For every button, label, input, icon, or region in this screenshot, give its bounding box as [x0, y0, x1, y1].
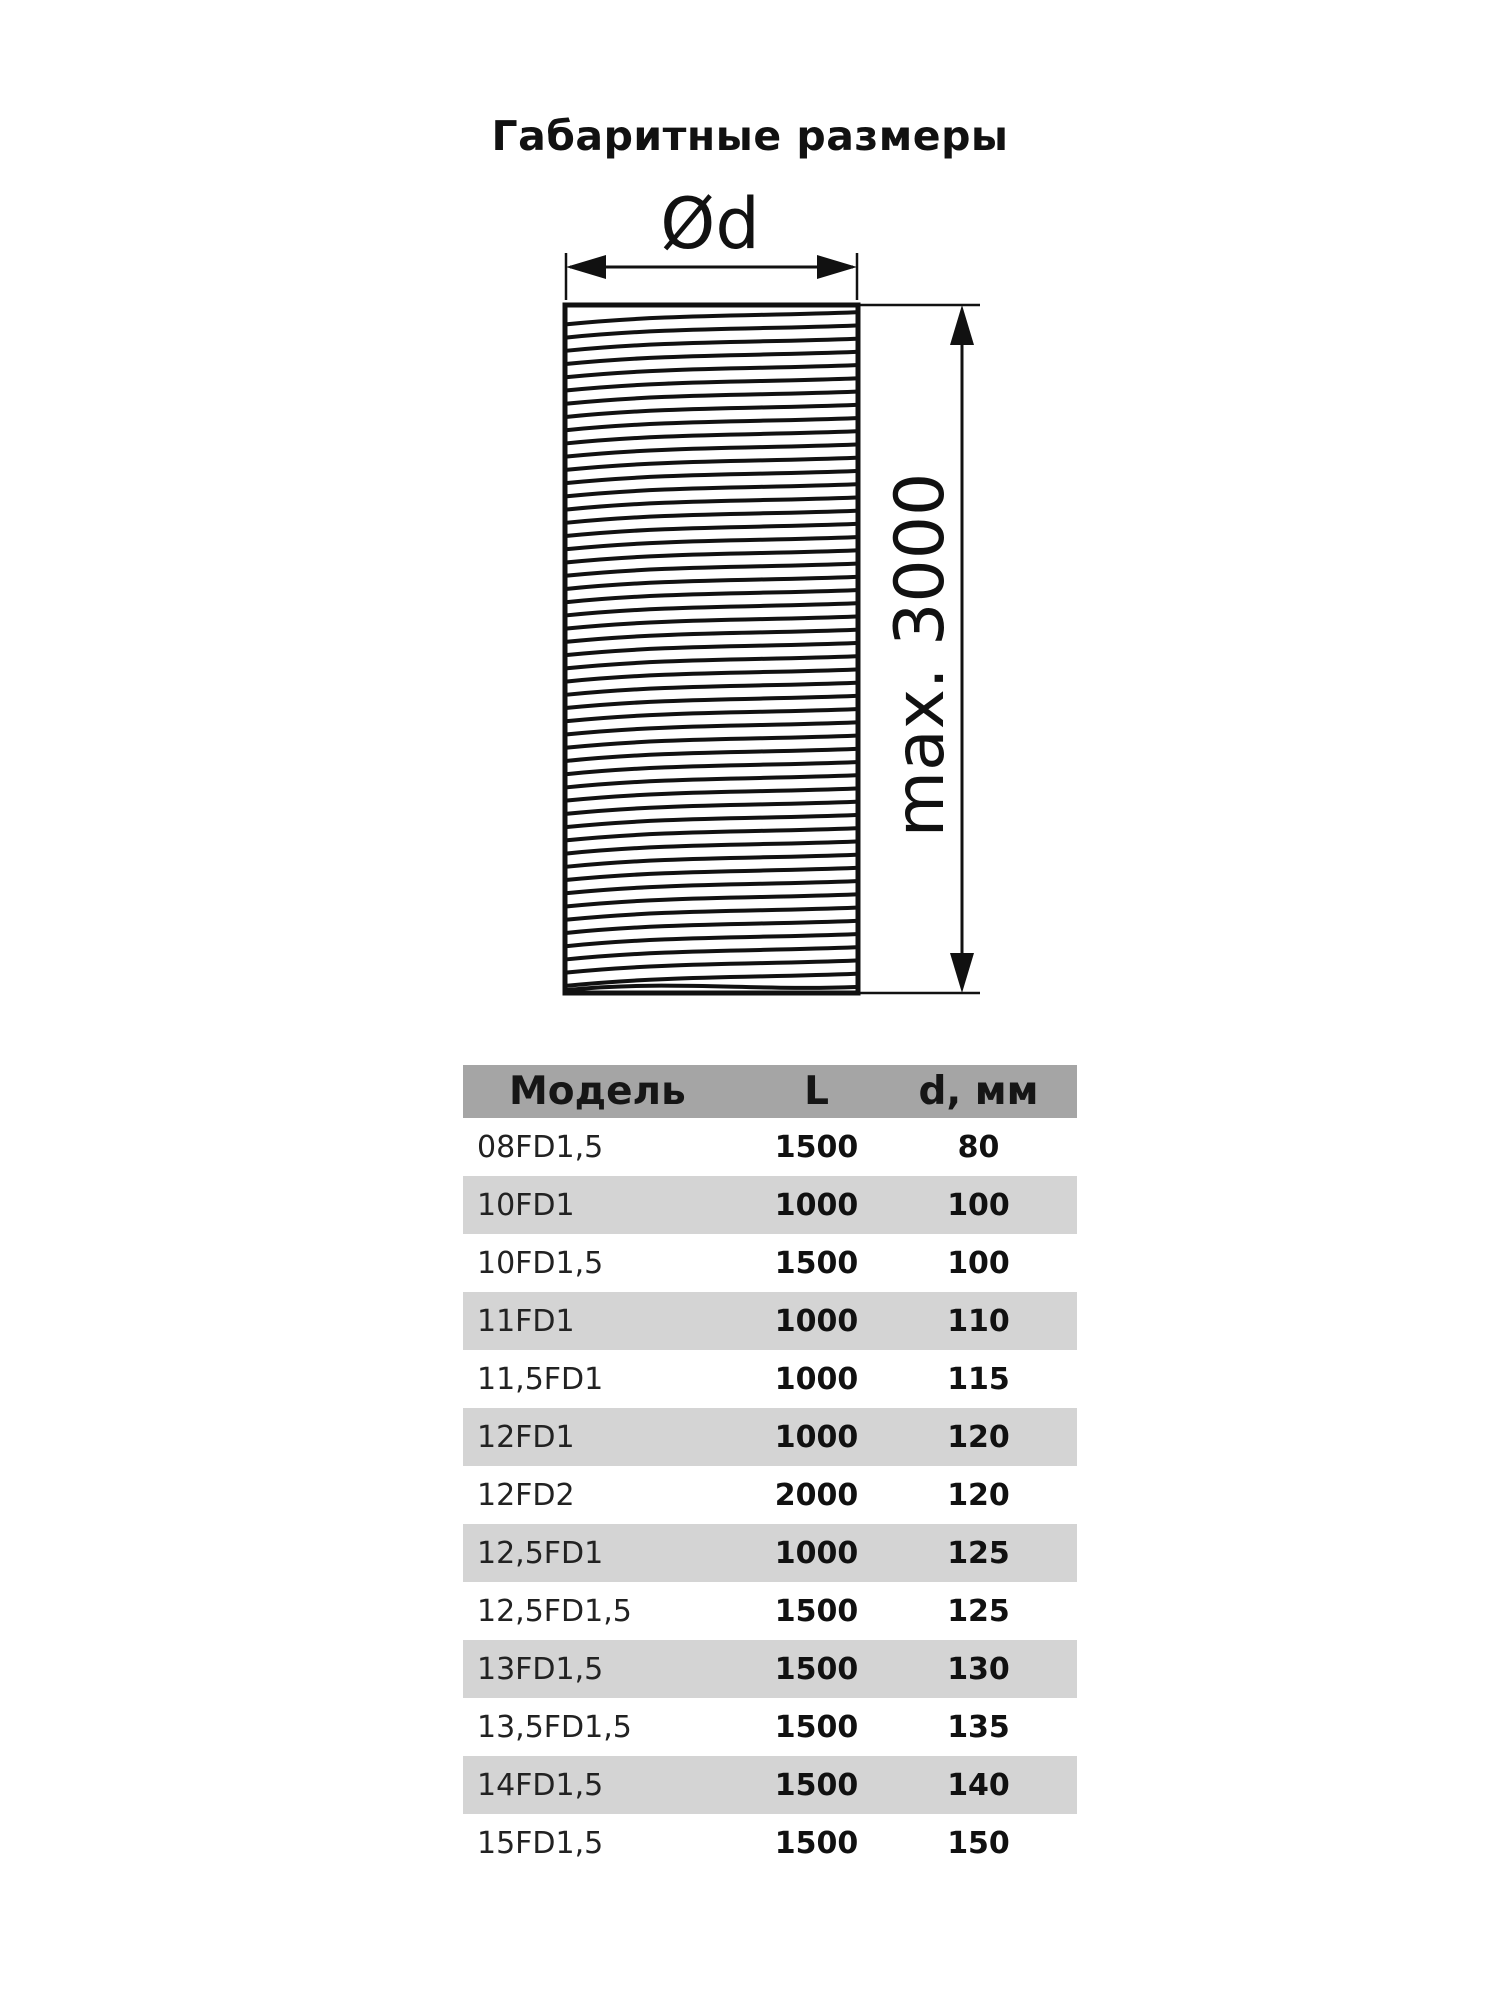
duct-rib [567, 392, 856, 404]
cell-length: 1500 [774, 1129, 859, 1165]
cell-diameter: 140 [947, 1767, 1010, 1803]
cell-model: 12,5FD1 [477, 1535, 604, 1571]
cell-diameter: 150 [947, 1825, 1010, 1861]
column-header-length: L [804, 1069, 829, 1114]
length-arrow-top-icon [950, 305, 974, 345]
duct-rib [567, 894, 856, 906]
cell-length: 1500 [774, 1767, 859, 1803]
duct-rib [567, 908, 856, 920]
duct-rib [567, 749, 856, 761]
duct-rib [567, 537, 856, 549]
cell-model: 14FD1,5 [477, 1767, 604, 1803]
duct-rib [567, 921, 856, 933]
duct-rib [567, 643, 856, 655]
duct-rib [567, 312, 856, 324]
duct-rib [567, 458, 856, 470]
table-row [463, 1524, 1077, 1582]
cell-length: 1500 [774, 1709, 859, 1745]
duct-rib [567, 815, 856, 827]
table-row [463, 1234, 1077, 1292]
cell-length: 1500 [774, 1651, 859, 1687]
duct-rib [567, 471, 856, 483]
column-header-model: Модель [509, 1069, 686, 1114]
table-header [463, 1065, 1077, 1118]
cell-diameter: 125 [947, 1593, 1010, 1629]
duct-rib [567, 947, 856, 959]
duct-rib [567, 564, 856, 576]
cell-model: 08FD1,5 [477, 1129, 604, 1165]
duct-rib [567, 484, 856, 496]
duct-rib [567, 405, 856, 417]
duct-rib [567, 722, 856, 734]
duct-rib [567, 789, 856, 801]
cell-diameter: 135 [947, 1709, 1010, 1745]
duct-rib [567, 934, 856, 946]
dimensions-table [463, 1065, 1077, 1872]
duct-rib [567, 669, 856, 681]
duct-rib [567, 986, 856, 990]
duct-rib [567, 656, 856, 668]
duct-rib [567, 841, 856, 853]
length-label: max. 3000 [881, 472, 960, 838]
cell-diameter: 125 [947, 1535, 1010, 1571]
duct-rib [567, 365, 856, 377]
table-row [463, 1176, 1077, 1234]
duct-rib [567, 736, 856, 748]
table-row [463, 1408, 1077, 1466]
cell-model: 12FD2 [477, 1477, 575, 1513]
cell-length: 1500 [774, 1245, 859, 1281]
duct-rib [567, 325, 856, 337]
duct-rib [567, 511, 856, 523]
duct-rib [567, 696, 856, 708]
cell-model: 13,5FD1,5 [477, 1709, 632, 1745]
duct-rib [567, 709, 856, 721]
duct-rib [567, 550, 856, 562]
duct-rib [567, 577, 856, 589]
duct-rib [567, 683, 856, 695]
duct-rib [567, 603, 856, 615]
cell-diameter: 110 [947, 1303, 1010, 1339]
duct-rib [567, 868, 856, 880]
duct-rib [567, 855, 856, 867]
duct-rib [567, 974, 856, 986]
page-title: Габаритные размеры [491, 112, 1009, 160]
duct-rib [567, 418, 856, 430]
table-row [463, 1698, 1077, 1756]
cell-diameter: 80 [957, 1129, 1000, 1165]
duct-rib [567, 762, 856, 774]
cell-model: 12,5FD1,5 [477, 1593, 632, 1629]
duct-rib [567, 590, 856, 602]
duct-rib [567, 431, 856, 443]
duct-rib [567, 352, 856, 364]
table-row [463, 1466, 1077, 1524]
duct-rib [567, 617, 856, 629]
cell-length: 1000 [774, 1419, 859, 1455]
table-row [463, 1582, 1077, 1640]
cell-length: 2000 [774, 1477, 859, 1513]
cell-model: 10FD1 [477, 1187, 575, 1223]
cell-length: 1500 [774, 1825, 859, 1861]
cell-length: 1000 [774, 1303, 859, 1339]
duct-rib [567, 961, 856, 973]
duct-rib [567, 775, 856, 787]
cell-length: 1000 [774, 1187, 859, 1223]
diameter-label: Ød [660, 183, 760, 265]
cell-diameter: 100 [947, 1245, 1010, 1281]
duct-rib [567, 445, 856, 457]
duct-rib [567, 497, 856, 509]
cell-diameter: 120 [947, 1419, 1010, 1455]
length-arrow-bottom-icon [950, 953, 974, 993]
table-row [463, 1350, 1077, 1408]
duct-rib [567, 378, 856, 390]
duct-rib [567, 828, 856, 840]
cell-model: 11FD1 [477, 1303, 575, 1339]
table-row [463, 1756, 1077, 1814]
diameter-arrow-left-icon [566, 255, 606, 279]
table-row [463, 1814, 1077, 1872]
cell-model: 10FD1,5 [477, 1245, 604, 1281]
flexible-duct-body [565, 305, 858, 993]
column-header-diameter: d, мм [918, 1069, 1039, 1114]
cell-length: 1000 [774, 1535, 859, 1571]
duct-rib [567, 339, 856, 351]
cell-diameter: 100 [947, 1187, 1010, 1223]
cell-model: 13FD1,5 [477, 1651, 604, 1687]
duct-rib [567, 524, 856, 536]
duct-rib [567, 802, 856, 814]
table-row [463, 1292, 1077, 1350]
cell-diameter: 115 [947, 1361, 1010, 1397]
table-row [463, 1640, 1077, 1698]
cell-model: 15FD1,5 [477, 1825, 604, 1861]
cell-model: 11,5FD1 [477, 1361, 604, 1397]
cell-diameter: 130 [947, 1651, 1010, 1687]
cell-length: 1500 [774, 1593, 859, 1629]
diameter-arrow-right-icon [817, 255, 857, 279]
cell-model: 12FD1 [477, 1419, 575, 1455]
duct-rib [567, 630, 856, 642]
duct-rib [567, 881, 856, 893]
cell-diameter: 120 [947, 1477, 1010, 1513]
cell-length: 1000 [774, 1361, 859, 1397]
table-row [463, 1118, 1077, 1176]
